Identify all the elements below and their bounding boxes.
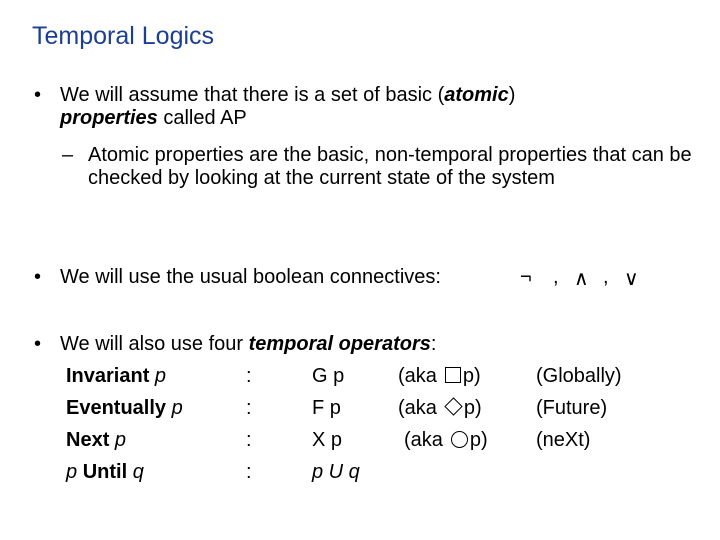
operator-keyword: Until — [82, 461, 128, 483]
operator-name-next — [66, 429, 126, 452]
operator-var: q — [132, 461, 144, 483]
sub-bullet-marker: – — [62, 144, 74, 166]
text-segment: called AP — [157, 107, 247, 129]
text-segment: We will also use four — [60, 333, 249, 355]
operator-formula-g: G p — [312, 365, 345, 387]
operator-keyword: Invariant — [66, 365, 150, 387]
text-segment: ) — [508, 84, 516, 106]
not-symbol: ¬ — [520, 266, 532, 288]
text-segment: We will assume that there is a set of basic ( — [60, 84, 445, 106]
operator-aka-next — [404, 429, 488, 452]
operator-var: p — [114, 429, 127, 451]
operator-colon: : — [246, 429, 252, 451]
term-atomic: atomic — [444, 84, 509, 106]
bullet-marker: • — [34, 266, 42, 288]
bullet-marker: • — [34, 333, 42, 355]
operator-formula-x: X p — [312, 429, 343, 451]
operator-name-invariant — [66, 365, 166, 388]
or-symbol: ∨ — [624, 268, 639, 290]
operator-meaning-future: (Future) — [536, 397, 608, 419]
operator-colon: : — [246, 365, 252, 387]
bullet-marker: • — [34, 84, 42, 106]
term-temporal-operators: temporal operators — [248, 333, 431, 355]
operator-var: p — [171, 397, 183, 419]
operator-name-eventually — [66, 397, 183, 420]
aka-var: p) — [463, 397, 482, 419]
operator-colon: : — [246, 461, 252, 483]
operator-name-until — [66, 461, 144, 484]
operator-var: p — [154, 365, 167, 387]
sub-bullet-atomic-def: Atomic properties are the basic, non-temporal properties that can be checked by looking at the current state of the system — [88, 144, 692, 189]
aka-var: p) — [469, 429, 488, 451]
operator-aka-future — [398, 397, 482, 420]
comma: , — [553, 266, 559, 288]
bullet-atomic-properties — [60, 84, 680, 130]
aka-label: (aka — [398, 397, 437, 419]
aka-label: (aka — [398, 365, 437, 387]
aka-var: p) — [462, 365, 481, 387]
operator-var: p — [66, 461, 78, 483]
operator-keyword: Next — [66, 429, 110, 451]
slide-title: Temporal Logics — [32, 22, 215, 50]
aka-label: (aka — [404, 429, 443, 451]
and-symbol: ∧ — [574, 268, 589, 290]
operator-colon: : — [246, 397, 252, 419]
operator-aka-globally — [398, 365, 481, 388]
box-icon — [445, 367, 461, 383]
bullet-boolean-connectives: We will use the usual boolean connectives: — [60, 266, 441, 288]
operator-formula-f: F p — [312, 397, 341, 419]
diamond-icon — [444, 397, 462, 415]
operator-keyword: Eventually — [66, 397, 167, 419]
term-properties: properties — [60, 107, 158, 129]
bullet-temporal-operators — [60, 333, 436, 356]
operator-meaning-next: (neXt) — [536, 429, 591, 451]
circle-icon — [451, 431, 468, 448]
comma: , — [603, 266, 609, 288]
text-segment: : — [430, 333, 437, 355]
operator-meaning-globally: (Globally) — [536, 365, 622, 387]
operator-formula-u: p U q — [312, 461, 360, 483]
